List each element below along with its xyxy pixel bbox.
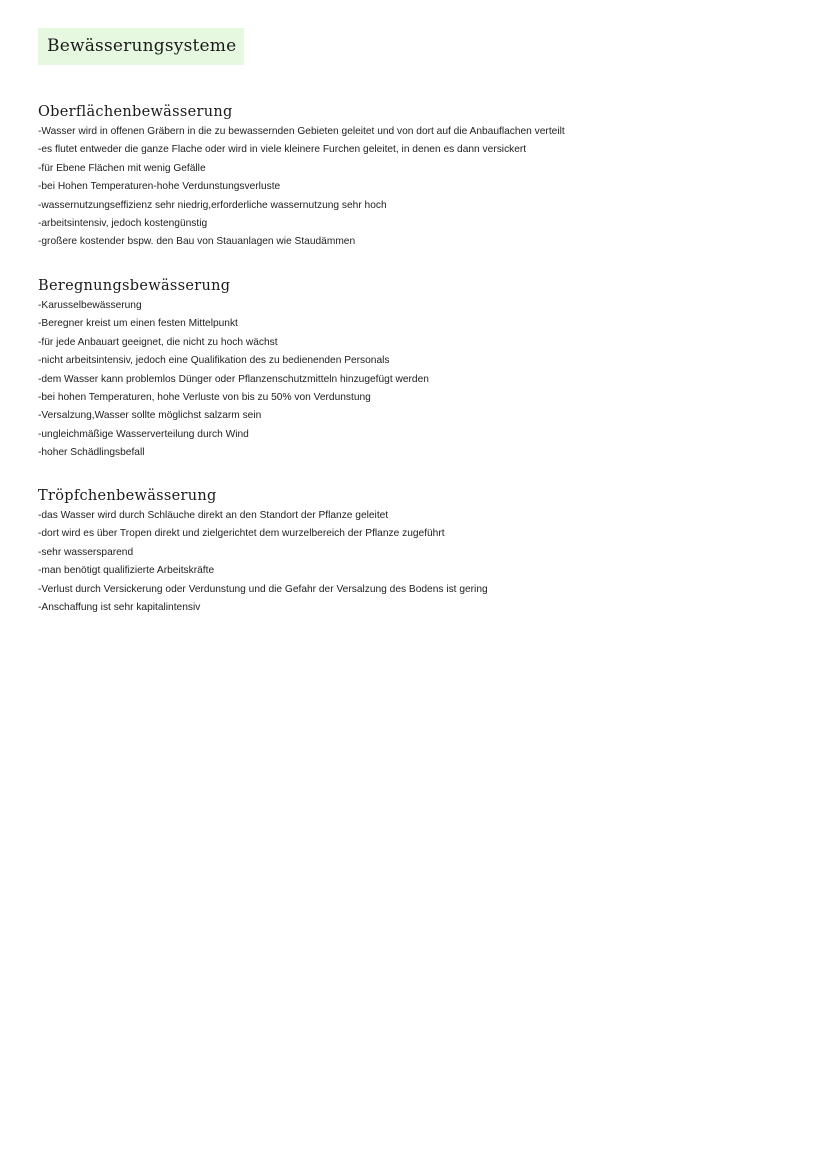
list-item: -für Ebene Flächen mit wenig Gefälle <box>38 162 206 174</box>
section-oberflaechenbewaesserung <box>38 102 808 252</box>
section-heading: Beregnungsbewässerung <box>38 278 231 294</box>
list-item: -nicht arbeitsintensiv, jedoch eine Qualifikation des zu bedienenden Personals <box>38 355 390 367</box>
list-item: -Karusselbewässerung <box>38 300 142 311</box>
list-item: -großere kostender bspw. den Bau von Stauanlagen wie Staudämmen <box>38 236 356 248</box>
list-item: -Wasser wird in offenen Gräbern in die zu bewassernden Gebieten geleitet und von dort auf die Anbauflachen verteilt <box>38 126 565 137</box>
list-item: -arbeitsintensiv, jedoch kostengünstig <box>38 218 208 230</box>
section-heading: Tröpfchenbewässerung <box>38 488 217 504</box>
bullet-list <box>38 507 808 617</box>
list-item: -bei hohen Temperaturen, hohe Verluste von bis zu 50% von Verdunstung <box>38 392 371 404</box>
list-item: -dem Wasser kann problemlos Dünger oder Pflanzenschutzmitteln hinzugefügt werden <box>38 373 429 385</box>
section-troepfchenbewaesserung <box>38 486 808 617</box>
list-item: -man benötigt qualifizierte Arbeitskräfte <box>38 565 215 577</box>
list-item: -Versalzung,Wasser sollte möglichst salzarm sein <box>38 410 262 422</box>
list-item: -Anschaffung ist sehr kapitalintensiv <box>38 602 201 614</box>
list-item: -hoher Schädlingsbefall <box>38 447 145 459</box>
list-item: -ungleichmäßige Wasserverteilung durch Wind <box>38 428 249 440</box>
list-item: -sehr wassersparend <box>38 546 134 558</box>
section-beregnungsbewaesserung <box>38 276 808 463</box>
list-item: -es flutet entweder die ganze Flache oder wird in viele kleinere Furchen geleitet, in denen es dann versickert <box>38 144 527 156</box>
list-item: -bei Hohen Temperaturen-hohe Verdunstungsverluste <box>38 181 281 193</box>
section-heading: Oberflächenbewässerung <box>38 104 233 120</box>
list-item: -das Wasser wird durch Schläuche direkt an den Standort der Pflanze geleitet <box>38 510 389 521</box>
list-item: -wassernutzungseffizienz sehr niedrig,erforderliche wassernutzung sehr hoch <box>38 199 387 211</box>
list-item: -dort wird es über Tropen direkt und zielgerichtet dem wurzelbereich der Pflanze zugeführt <box>38 528 445 540</box>
bullet-list <box>38 297 808 463</box>
list-item: -Verlust durch Versickerung oder Verdunstung und die Gefahr der Versalzung des Bodens ist gering <box>38 583 488 595</box>
list-item: -für jede Anbauart geeignet, die nicht zu hoch wächst <box>38 336 278 348</box>
list-item: -Beregner kreist um einen festen Mittelpunkt <box>38 318 238 330</box>
bullet-list <box>38 123 808 252</box>
page-title: Bewässerungsysteme <box>38 28 244 65</box>
